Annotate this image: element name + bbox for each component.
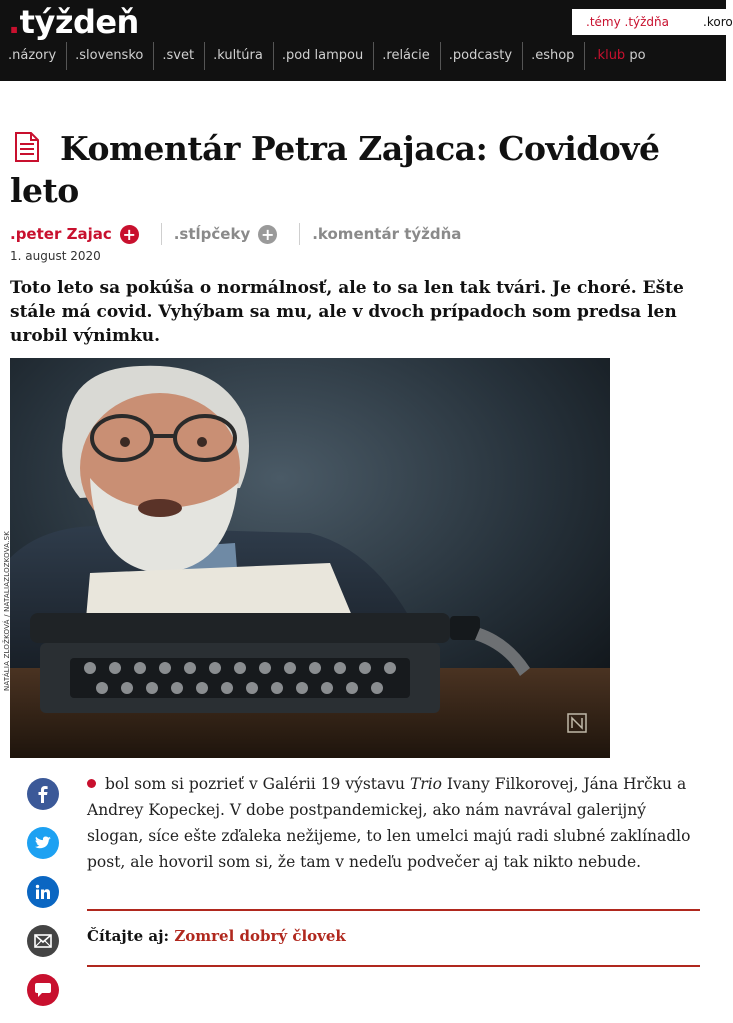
article-body-paragraph: bol som si pozrieť v Galérii 19 výstavu Trio Ivany Filkorovej, Jána Hrčku a Andrey Kopeckej. V dobe postpandemickej, ako nám navrával galerijný slogan, síce ešte zďaleka nežijeme, to len umelci majú radi slubné zaklínadlo post, ale hovoril som si, že tam v nedeľu podvečer aj tak nikto nebude. (87, 775, 691, 871)
linkedin-share-button[interactable] (27, 876, 59, 908)
twitter-share-button[interactable] (27, 827, 59, 859)
divider (87, 909, 700, 911)
main-nav (0, 42, 726, 70)
illustration-image (10, 358, 610, 758)
facebook-icon (35, 785, 51, 803)
site-header (0, 0, 733, 81)
nav-item-podcasty[interactable]: .podcasty (440, 42, 522, 70)
top-links-box (572, 9, 732, 35)
share-bar (27, 778, 61, 1023)
article-tags (10, 222, 461, 246)
divider (299, 223, 300, 245)
nav-item-slovensko[interactable]: .slovensko (66, 42, 153, 70)
photo-credit: NATÁLIA ZLOŽKOVÁ / NATALIAZLOZKOVA.SK (3, 530, 11, 691)
nav-item-pod-lampou[interactable]: .pod lampou (273, 42, 373, 70)
follow-author-icon[interactable]: + (120, 225, 139, 244)
column-link-komentar[interactable]: .komentár týždňa (312, 225, 462, 243)
comment-icon (34, 982, 52, 998)
divider (161, 223, 162, 245)
read-also-link[interactable]: Zomrel dobrý človek (174, 927, 346, 945)
twitter-icon (34, 835, 52, 851)
article-lead: Toto leto sa pokúša o normálnosť, ale to sa len tak tvári. Je choré. Ešte stále má covid. Vyhýbam sa mu, ale v dvoch prípadoch som predsa len urobil výnimku. (10, 278, 684, 346)
read-also-box: Čítajte aj: Zomrel dobrý človek (87, 927, 346, 945)
linkedin-icon (35, 884, 51, 900)
comment-button[interactable] (27, 974, 59, 1006)
author-link[interactable]: .peter Zajac + (10, 225, 139, 244)
follow-column-icon[interactable]: + (258, 225, 277, 244)
site-logo[interactable]: .týždeň (8, 3, 139, 41)
column-link-stlpceky[interactable]: .stĺpčeky + (174, 225, 278, 244)
nav-item-eshop[interactable]: .eshop (522, 42, 584, 70)
article-illustration (10, 358, 610, 758)
topics-link[interactable]: .témy .týždňa (586, 15, 670, 29)
email-icon (34, 934, 52, 948)
nav-item-svet[interactable]: .svet (153, 42, 204, 70)
nav-item-klub[interactable]: .klub po (584, 42, 655, 70)
article-title: Komentár Petra Zajaca: Covidové leto (10, 129, 660, 210)
article-date: 1. august 2020 (10, 249, 101, 263)
facebook-share-button[interactable] (27, 778, 59, 810)
nav-item-kultura[interactable]: .kultúra (204, 42, 273, 70)
email-share-button[interactable] (27, 925, 59, 957)
nav-item-nazory[interactable]: .názory (8, 48, 57, 63)
nav-item-relacie[interactable]: .relácie (373, 42, 440, 70)
top-link-cut[interactable]: .koro (703, 15, 733, 29)
divider (87, 965, 700, 967)
bullet-dot (87, 779, 96, 788)
